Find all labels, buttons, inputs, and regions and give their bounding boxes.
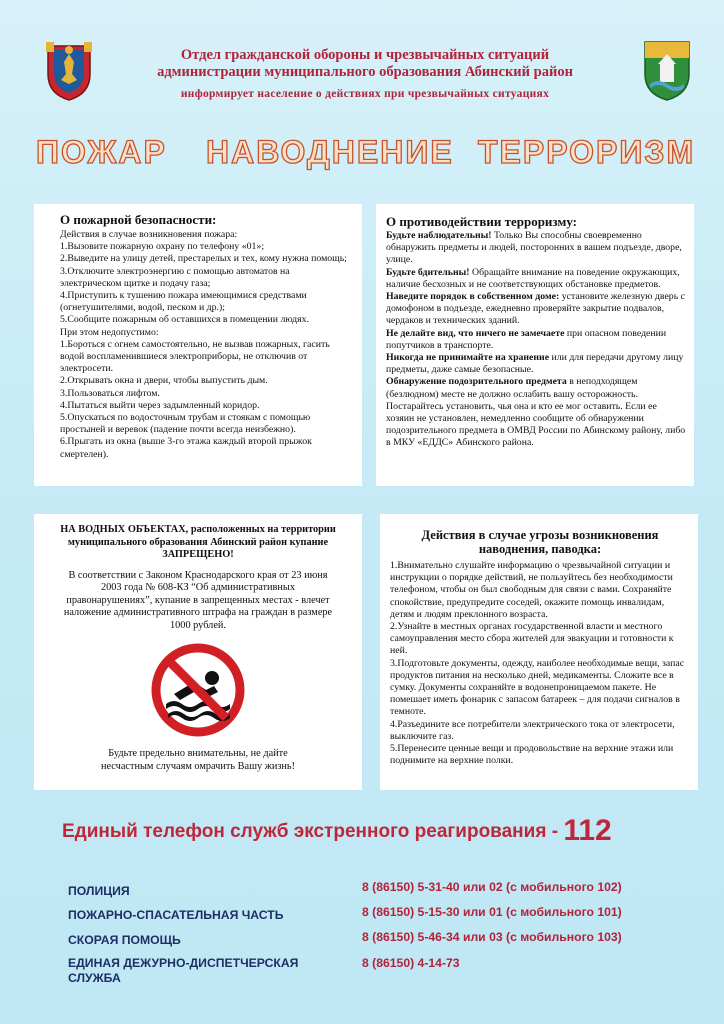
terror-item bbox=[386, 376, 686, 449]
terror-item-bold: Обнаружение подозрительного предмета bbox=[386, 376, 567, 388]
terror-item-text: Только Вы способны своевременно обнаружить предметы и людей, посторонних в вашем подъезде, дворе, улице. bbox=[386, 230, 682, 266]
fire-line: 5.Сообщите пожарным об оставшихся в помещении людях. bbox=[60, 314, 310, 326]
fire-safety-panel bbox=[34, 204, 362, 486]
terror-item-bold: Будьте бдительны! bbox=[386, 266, 470, 278]
terror-item-bold: Никогда не принимайте на хранение bbox=[386, 352, 550, 364]
service-name: СКОРАЯ ПОМОЩЬ bbox=[68, 933, 181, 947]
fire-line: 5.Опускаться по водосточным трубам и стоякам с помощью простыней и веревок (падение почти всегда неизбежно). bbox=[60, 412, 311, 436]
fire-line: 3.Пользоваться лифтом. bbox=[60, 387, 160, 399]
water-intro bbox=[46, 524, 350, 562]
flood-line: 5.Перенесите ценные вещи и продовольствие на верхние этажи или поднимите на верхние полки. bbox=[390, 743, 674, 767]
fire-line: 1.Вызовите пожарную охрану по телефону «01»; bbox=[60, 241, 265, 253]
terror-item bbox=[386, 230, 686, 267]
krasnodar-coat-of-arms-icon bbox=[44, 40, 94, 102]
fire-line: 3.Отключите электроэнергию с помощью автоматов на электрическом щитке и подачу газа; bbox=[60, 265, 290, 289]
flood-line: 2.Узнайте в местных органах государственной власти и местного самоуправления место сбора жителей для эвакуации и готовности к ней. bbox=[390, 621, 674, 657]
service-name: ЕДИНАЯ ДЕЖУРНО-ДИСПЕТЧЕРСКАЯ СЛУЖБА bbox=[68, 956, 299, 985]
header-line-3: информирует население о действиях при чрезвычайных ситуациях bbox=[180, 88, 550, 100]
terror-item-text: при опасном поведении попутчиков в транспорте. bbox=[386, 327, 667, 351]
terror-item bbox=[386, 291, 686, 328]
flood-line: 1.Внимательно слушайте информацию о чрезвычайной ситуации и инструкции о порядке действий, не пользуйтесь без необходимости телефоном, чтобы он был свободным для связи с вами. Сохраняйте спокойствие, предупредите соседей, окажите помощь инвалидам, детям и людям преклонного возраста. bbox=[390, 560, 673, 620]
water-intro-bold: НА ВОДНЫХ ОБЪЕКТАХ, bbox=[60, 524, 189, 535]
service-phone: 8 (86150) 5-31-40 или 02 (с мобильного 102) bbox=[362, 880, 622, 894]
fire-line: Действия в случае возникновения пожара: bbox=[60, 229, 238, 240]
headline-fire: ПОЖАР bbox=[36, 134, 167, 170]
terror-item-bold: Не делайте вид, что ничего не замечаете bbox=[386, 327, 565, 339]
terror-item bbox=[386, 352, 686, 376]
terror-item-bold: Наведите порядок в собственном доме: bbox=[386, 291, 560, 303]
service-name: ПОЖАРНО-СПАСАТЕЛЬНАЯ ЧАСТЬ bbox=[68, 908, 284, 922]
fire-safety-title: О пожарной безопасности: bbox=[60, 212, 217, 227]
water-law-text: В соответствии с Законом Краснодарского края от 23 июня 2003 года № 608-КЗ “Об административных правонарушениях”, купание в запрещенных местах - влечет наложение административного штрафа на граждан в размере 1000 рублей. bbox=[63, 569, 333, 631]
water-safety-panel bbox=[34, 514, 362, 790]
fire-line: 1.Бороться с огнем самостоятельно, не вызвав пожарных, гасить водой воспламенившиеся электроприборы, не отключив от электросети. bbox=[60, 338, 330, 375]
emergency-line bbox=[62, 814, 612, 848]
anti-terrorism-title: О противодействии терроризму: bbox=[386, 214, 577, 229]
terror-item-text: Обращайте внимание на поведение окружающих, наличие бесхозных и не соответствующих обстановке предметов. bbox=[386, 266, 680, 290]
headline-terrorism: ТЕРРОРИЗМ bbox=[478, 134, 696, 170]
fire-line: 4.Приступить к тушению пожара имеющимися средствами (огнетушителями, водой, песком и др.); bbox=[60, 290, 307, 314]
service-phone: 8 (86150) 5-15-30 или 01 (с мобильного 101) bbox=[362, 905, 622, 919]
headline-flood: НАВОДНЕНИЕ bbox=[206, 134, 454, 170]
water-intro-rest: расположенных на территории муниципального образования Абинский район купание ЗАПРЕЩЕНО! bbox=[67, 524, 336, 560]
emergency-label: Единый телефон служб экстренного реагирования - bbox=[62, 821, 559, 842]
fire-line: 2.Выведите на улицу детей, престарелых и тех, кому нужна помощь; bbox=[60, 253, 347, 265]
terror-item-text: установите железную дверь с домофоном в подъезде, ежедневно проверяйте закрытие подвалов, чердаков и технических зданий. bbox=[386, 291, 685, 327]
abinsk-coat-of-arms-icon bbox=[642, 38, 692, 100]
fire-line: При этом недопустимо: bbox=[60, 326, 159, 338]
terror-item-text: в неподходящем (безлюдном) месте не должно ослабить вашу осторожность. Постарайтесь установить, чья она и кто ее мог оставить. Если ее хозяин не установлен, немедленно сообщите об обнаружении подозрительного предмета в ОМВД России по Абинскому району, либо в МКУ «ЕДДС» Абинского района. bbox=[386, 376, 686, 449]
no-swimming-icon bbox=[150, 642, 246, 738]
service-name: ПОЛИЦИЯ bbox=[68, 884, 130, 898]
header-line-2: администрации муниципального образования Абинский район bbox=[157, 64, 573, 80]
flood-line: 3.Подготовьте документы, одежду, наиболее необходимые вещи, запас продуктов питания на несколько дней, медикаменты. Сложите все в сумку. Документы сохраняйте в водонепроницаемом пакете. Не помешает иметь фонарик с запасом батареек – для подачи сигналов в темноте. bbox=[390, 657, 685, 718]
fire-line: 2.Открывать окна и двери, чтобы выпустить дым. bbox=[60, 375, 268, 387]
emergency-number: 112 bbox=[563, 814, 612, 847]
terror-item-text: или для передачи другому лицу предметы, даже самые безопасные. bbox=[386, 352, 684, 376]
water-footer: Будьте предельно внимательны, не дайте несчастным случаям омрачить Вашу жизнь! bbox=[100, 748, 296, 772]
service-phone: 8 (86150) 5-46-34 или 03 (с мобильного 103) bbox=[362, 930, 622, 944]
anti-terrorism-panel bbox=[376, 204, 694, 486]
flood-title: Действия в случае угрозы возникновения наводнения, паводка: bbox=[421, 528, 659, 556]
fire-line: 6.Прыгать из окна (выше 3-го этажа каждый второй прыжок смертелен). bbox=[60, 436, 312, 460]
header-line-1: Отдел гражданской обороны и чрезвычайных ситуаций bbox=[180, 47, 550, 63]
terror-item bbox=[386, 267, 686, 291]
flood-line: 4.Разъедините все потребители электрического тока от электросети, выключите газ. bbox=[390, 718, 675, 742]
service-phone: 8 (86150) 4-14-73 bbox=[362, 956, 460, 970]
flood-panel bbox=[380, 514, 698, 790]
fire-line: 4.Пытаться выйти через задымленный коридор. bbox=[60, 399, 260, 411]
terror-item-bold: Будьте наблюдательны! bbox=[386, 230, 492, 241]
terror-item bbox=[386, 328, 686, 352]
